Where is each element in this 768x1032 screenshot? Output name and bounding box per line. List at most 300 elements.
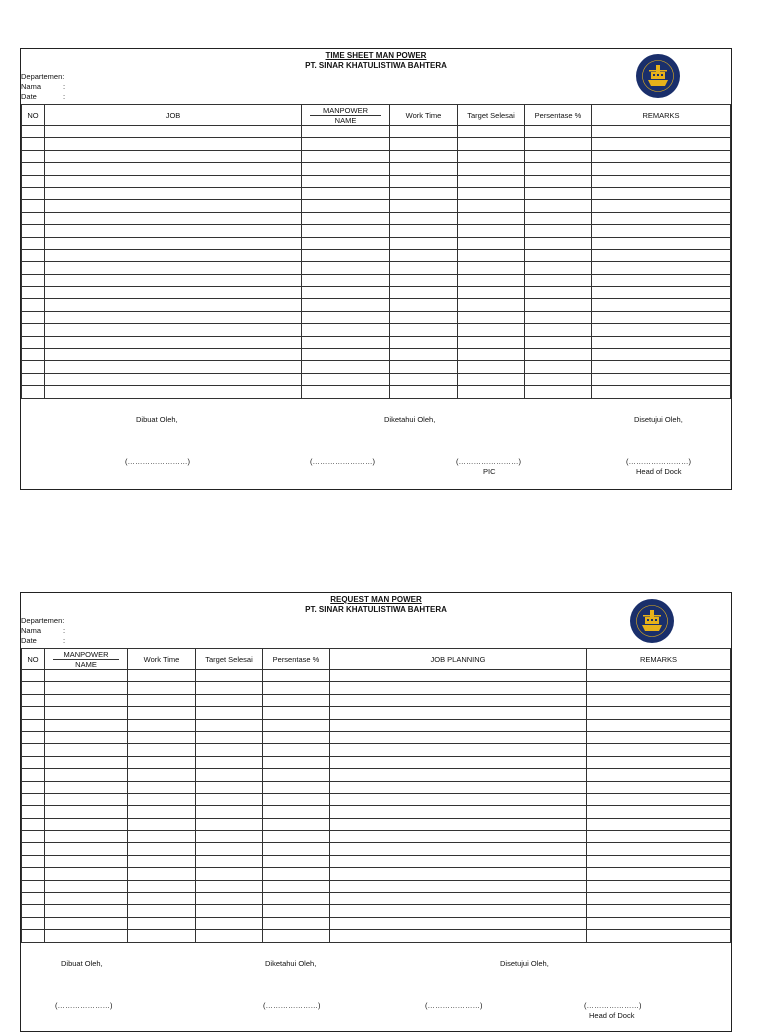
table-cell[interactable] — [390, 212, 458, 224]
table-cell[interactable] — [45, 163, 302, 175]
table-cell[interactable] — [587, 831, 731, 843]
table-cell[interactable] — [458, 361, 525, 373]
table-cell[interactable] — [22, 200, 45, 212]
table-cell[interactable] — [22, 670, 45, 682]
table-cell[interactable] — [592, 361, 731, 373]
table-cell[interactable] — [592, 175, 731, 187]
table-cell[interactable] — [330, 905, 587, 917]
table-cell[interactable] — [22, 917, 45, 929]
table-cell[interactable] — [390, 187, 458, 199]
table-cell[interactable] — [587, 868, 731, 880]
table-cell[interactable] — [22, 287, 45, 299]
table-cell[interactable] — [22, 781, 45, 793]
table-cell[interactable] — [458, 324, 525, 336]
table-cell[interactable] — [587, 855, 731, 867]
table-cell[interactable] — [263, 719, 330, 731]
table-cell[interactable] — [22, 880, 45, 892]
table-cell[interactable] — [330, 769, 587, 781]
table-cell[interactable] — [45, 386, 302, 398]
table-cell[interactable] — [330, 818, 587, 830]
table-cell[interactable] — [196, 694, 263, 706]
table-cell[interactable] — [458, 287, 525, 299]
table-cell[interactable] — [525, 299, 592, 311]
table-cell[interactable] — [525, 175, 592, 187]
table-cell[interactable] — [458, 299, 525, 311]
table-cell[interactable] — [263, 880, 330, 892]
table-cell[interactable] — [196, 831, 263, 843]
table-cell[interactable] — [45, 855, 128, 867]
table-cell[interactable] — [302, 175, 390, 187]
table-cell[interactable] — [196, 769, 263, 781]
table-cell[interactable] — [390, 249, 458, 261]
table-cell[interactable] — [196, 806, 263, 818]
table-cell[interactable] — [592, 274, 731, 286]
table-cell[interactable] — [45, 793, 128, 805]
table-cell[interactable] — [22, 336, 45, 348]
table-cell[interactable] — [263, 756, 330, 768]
table-cell[interactable] — [302, 361, 390, 373]
table-cell[interactable] — [330, 843, 587, 855]
table-cell[interactable] — [330, 831, 587, 843]
table-cell[interactable] — [390, 262, 458, 274]
table-cell[interactable] — [592, 336, 731, 348]
table-cell[interactable] — [263, 682, 330, 694]
table-cell[interactable] — [525, 349, 592, 361]
table-cell[interactable] — [196, 670, 263, 682]
table-cell[interactable] — [22, 831, 45, 843]
table-cell[interactable] — [45, 694, 128, 706]
table-cell[interactable] — [196, 843, 263, 855]
table-cell[interactable] — [330, 880, 587, 892]
table-cell[interactable] — [22, 138, 45, 150]
table-cell[interactable] — [22, 386, 45, 398]
table-cell[interactable] — [592, 311, 731, 323]
table-cell[interactable] — [525, 386, 592, 398]
table-cell[interactable] — [45, 324, 302, 336]
table-cell[interactable] — [330, 930, 587, 942]
table-cell[interactable] — [263, 905, 330, 917]
table-cell[interactable] — [458, 150, 525, 162]
table-cell[interactable] — [45, 212, 302, 224]
table-cell[interactable] — [592, 187, 731, 199]
table-cell[interactable] — [390, 200, 458, 212]
table-cell[interactable] — [45, 843, 128, 855]
table-cell[interactable] — [45, 719, 128, 731]
table-cell[interactable] — [587, 818, 731, 830]
table-cell[interactable] — [45, 373, 302, 385]
table-cell[interactable] — [196, 818, 263, 830]
table-cell[interactable] — [45, 731, 128, 743]
table-cell[interactable] — [45, 299, 302, 311]
table-cell[interactable] — [263, 694, 330, 706]
table-cell[interactable] — [458, 138, 525, 150]
table-cell[interactable] — [22, 855, 45, 867]
table-cell[interactable] — [587, 682, 731, 694]
table-cell[interactable] — [525, 361, 592, 373]
table-cell[interactable] — [330, 731, 587, 743]
table-cell[interactable] — [330, 917, 587, 929]
table-cell[interactable] — [196, 756, 263, 768]
table-cell[interactable] — [525, 324, 592, 336]
table-cell[interactable] — [263, 670, 330, 682]
table-cell[interactable] — [196, 880, 263, 892]
table-cell[interactable] — [458, 349, 525, 361]
table-cell[interactable] — [302, 386, 390, 398]
table-cell[interactable] — [525, 163, 592, 175]
table-cell[interactable] — [390, 311, 458, 323]
table-cell[interactable] — [587, 880, 731, 892]
table-cell[interactable] — [45, 311, 302, 323]
table-cell[interactable] — [45, 225, 302, 237]
table-cell[interactable] — [22, 262, 45, 274]
table-cell[interactable] — [592, 349, 731, 361]
table-cell[interactable] — [22, 311, 45, 323]
table-cell[interactable] — [390, 150, 458, 162]
table-cell[interactable] — [330, 682, 587, 694]
table-cell[interactable] — [22, 731, 45, 743]
table-cell[interactable] — [458, 373, 525, 385]
table-cell[interactable] — [525, 336, 592, 348]
table-cell[interactable] — [22, 806, 45, 818]
table-cell[interactable] — [263, 930, 330, 942]
table-cell[interactable] — [390, 287, 458, 299]
table-cell[interactable] — [302, 324, 390, 336]
table-cell[interactable] — [196, 917, 263, 929]
table-cell[interactable] — [22, 707, 45, 719]
table-cell[interactable] — [128, 682, 196, 694]
table-cell[interactable] — [390, 386, 458, 398]
table-cell[interactable] — [330, 719, 587, 731]
table-cell[interactable] — [45, 917, 128, 929]
table-cell[interactable] — [330, 893, 587, 905]
table-cell[interactable] — [196, 930, 263, 942]
table-cell[interactable] — [45, 262, 302, 274]
table-cell[interactable] — [45, 175, 302, 187]
table-cell[interactable] — [128, 781, 196, 793]
table-cell[interactable] — [128, 917, 196, 929]
table-cell[interactable] — [196, 793, 263, 805]
table-cell[interactable] — [330, 707, 587, 719]
table-cell[interactable] — [390, 336, 458, 348]
table-cell[interactable] — [458, 187, 525, 199]
table-cell[interactable] — [128, 793, 196, 805]
table-cell[interactable] — [458, 262, 525, 274]
table-cell[interactable] — [22, 694, 45, 706]
table-cell[interactable] — [587, 769, 731, 781]
table-cell[interactable] — [587, 781, 731, 793]
table-cell[interactable] — [45, 905, 128, 917]
table-cell[interactable] — [45, 138, 302, 150]
table-cell[interactable] — [128, 868, 196, 880]
table-cell[interactable] — [302, 287, 390, 299]
table-cell[interactable] — [22, 349, 45, 361]
table-cell[interactable] — [592, 138, 731, 150]
table-cell[interactable] — [592, 225, 731, 237]
table-cell[interactable] — [587, 744, 731, 756]
table-cell[interactable] — [22, 373, 45, 385]
table-cell[interactable] — [22, 769, 45, 781]
table-cell[interactable] — [196, 855, 263, 867]
table-cell[interactable] — [525, 287, 592, 299]
table-cell[interactable] — [263, 818, 330, 830]
table-cell[interactable] — [196, 744, 263, 756]
table-cell[interactable] — [592, 249, 731, 261]
table-cell[interactable] — [302, 187, 390, 199]
table-cell[interactable] — [128, 905, 196, 917]
table-cell[interactable] — [330, 744, 587, 756]
table-cell[interactable] — [45, 274, 302, 286]
table-cell[interactable] — [525, 373, 592, 385]
table-cell[interactable] — [263, 781, 330, 793]
table-cell[interactable] — [592, 373, 731, 385]
table-cell[interactable] — [45, 187, 302, 199]
table-cell[interactable] — [302, 225, 390, 237]
table-cell[interactable] — [302, 249, 390, 261]
table-cell[interactable] — [587, 719, 731, 731]
table-cell[interactable] — [22, 793, 45, 805]
table-cell[interactable] — [196, 868, 263, 880]
table-cell[interactable] — [128, 670, 196, 682]
table-cell[interactable] — [302, 150, 390, 162]
table-cell[interactable] — [302, 138, 390, 150]
table-cell[interactable] — [458, 175, 525, 187]
table-cell[interactable] — [128, 818, 196, 830]
table-cell[interactable] — [458, 274, 525, 286]
table-cell[interactable] — [22, 299, 45, 311]
table-cell[interactable] — [525, 150, 592, 162]
table-cell[interactable] — [128, 806, 196, 818]
table-cell[interactable] — [45, 237, 302, 249]
table-cell[interactable] — [525, 262, 592, 274]
table-cell[interactable] — [592, 287, 731, 299]
table-cell[interactable] — [525, 138, 592, 150]
table-cell[interactable] — [525, 249, 592, 261]
table-cell[interactable] — [128, 694, 196, 706]
table-cell[interactable] — [587, 756, 731, 768]
table-cell[interactable] — [22, 126, 45, 138]
table-cell[interactable] — [525, 311, 592, 323]
table-cell[interactable] — [22, 225, 45, 237]
table-cell[interactable] — [390, 349, 458, 361]
table-cell[interactable] — [302, 311, 390, 323]
table-cell[interactable] — [592, 237, 731, 249]
table-cell[interactable] — [330, 670, 587, 682]
table-cell[interactable] — [22, 249, 45, 261]
table-cell[interactable] — [592, 386, 731, 398]
table-cell[interactable] — [390, 225, 458, 237]
table-cell[interactable] — [128, 843, 196, 855]
table-cell[interactable] — [330, 756, 587, 768]
table-cell[interactable] — [128, 769, 196, 781]
table-cell[interactable] — [592, 262, 731, 274]
table-cell[interactable] — [302, 163, 390, 175]
table-cell[interactable] — [128, 744, 196, 756]
table-cell[interactable] — [263, 806, 330, 818]
table-cell[interactable] — [263, 744, 330, 756]
table-cell[interactable] — [525, 225, 592, 237]
table-cell[interactable] — [458, 163, 525, 175]
table-cell[interactable] — [22, 843, 45, 855]
table-cell[interactable] — [22, 744, 45, 756]
table-cell[interactable] — [45, 818, 128, 830]
table-cell[interactable] — [587, 905, 731, 917]
table-cell[interactable] — [45, 349, 302, 361]
table-cell[interactable] — [22, 682, 45, 694]
table-cell[interactable] — [22, 163, 45, 175]
table-cell[interactable] — [390, 361, 458, 373]
table-cell[interactable] — [587, 843, 731, 855]
table-cell[interactable] — [128, 756, 196, 768]
table-cell[interactable] — [45, 361, 302, 373]
table-cell[interactable] — [22, 274, 45, 286]
table-cell[interactable] — [45, 744, 128, 756]
table-cell[interactable] — [592, 212, 731, 224]
table-cell[interactable] — [196, 719, 263, 731]
table-cell[interactable] — [196, 707, 263, 719]
table-cell[interactable] — [587, 670, 731, 682]
table-cell[interactable] — [128, 855, 196, 867]
table-cell[interactable] — [196, 731, 263, 743]
table-cell[interactable] — [263, 731, 330, 743]
table-cell[interactable] — [22, 719, 45, 731]
table-cell[interactable] — [592, 163, 731, 175]
table-cell[interactable] — [22, 868, 45, 880]
table-cell[interactable] — [587, 731, 731, 743]
table-cell[interactable] — [458, 336, 525, 348]
table-cell[interactable] — [45, 781, 128, 793]
table-cell[interactable] — [592, 126, 731, 138]
table-cell[interactable] — [45, 200, 302, 212]
table-cell[interactable] — [128, 831, 196, 843]
table-cell[interactable] — [458, 311, 525, 323]
table-cell[interactable] — [45, 806, 128, 818]
table-cell[interactable] — [196, 893, 263, 905]
table-cell[interactable] — [587, 893, 731, 905]
table-cell[interactable] — [302, 212, 390, 224]
table-cell[interactable] — [22, 756, 45, 768]
table-cell[interactable] — [45, 893, 128, 905]
table-cell[interactable] — [263, 843, 330, 855]
table-cell[interactable] — [390, 324, 458, 336]
table-cell[interactable] — [592, 299, 731, 311]
table-cell[interactable] — [525, 274, 592, 286]
table-cell[interactable] — [263, 707, 330, 719]
table-cell[interactable] — [128, 880, 196, 892]
table-cell[interactable] — [22, 893, 45, 905]
table-cell[interactable] — [128, 719, 196, 731]
table-cell[interactable] — [302, 237, 390, 249]
table-cell[interactable] — [263, 793, 330, 805]
table-cell[interactable] — [22, 324, 45, 336]
table-cell[interactable] — [525, 212, 592, 224]
table-cell[interactable] — [458, 237, 525, 249]
table-cell[interactable] — [45, 868, 128, 880]
table-cell[interactable] — [45, 756, 128, 768]
table-cell[interactable] — [128, 707, 196, 719]
table-cell[interactable] — [458, 212, 525, 224]
table-cell[interactable] — [587, 707, 731, 719]
table-cell[interactable] — [128, 893, 196, 905]
table-cell[interactable] — [302, 336, 390, 348]
table-cell[interactable] — [525, 237, 592, 249]
table-cell[interactable] — [22, 175, 45, 187]
table-cell[interactable] — [22, 930, 45, 942]
table-cell[interactable] — [196, 905, 263, 917]
table-cell[interactable] — [458, 386, 525, 398]
table-cell[interactable] — [128, 930, 196, 942]
table-cell[interactable] — [390, 373, 458, 385]
table-cell[interactable] — [587, 917, 731, 929]
table-cell[interactable] — [458, 200, 525, 212]
table-cell[interactable] — [458, 126, 525, 138]
table-cell[interactable] — [302, 274, 390, 286]
table-cell[interactable] — [525, 200, 592, 212]
table-cell[interactable] — [196, 781, 263, 793]
table-cell[interactable] — [45, 249, 302, 261]
table-cell[interactable] — [302, 262, 390, 274]
table-cell[interactable] — [587, 930, 731, 942]
table-cell[interactable] — [330, 781, 587, 793]
table-cell[interactable] — [22, 212, 45, 224]
table-cell[interactable] — [22, 187, 45, 199]
table-cell[interactable] — [45, 126, 302, 138]
table-cell[interactable] — [45, 880, 128, 892]
table-cell[interactable] — [390, 126, 458, 138]
table-cell[interactable] — [302, 126, 390, 138]
table-cell[interactable] — [302, 299, 390, 311]
table-cell[interactable] — [45, 287, 302, 299]
table-cell[interactable] — [587, 806, 731, 818]
table-cell[interactable] — [45, 769, 128, 781]
table-cell[interactable] — [45, 670, 128, 682]
table-cell[interactable] — [45, 930, 128, 942]
table-cell[interactable] — [330, 868, 587, 880]
table-cell[interactable] — [592, 200, 731, 212]
table-cell[interactable] — [196, 682, 263, 694]
table-cell[interactable] — [302, 373, 390, 385]
table-cell[interactable] — [302, 349, 390, 361]
table-cell[interactable] — [592, 150, 731, 162]
table-cell[interactable] — [263, 769, 330, 781]
table-cell[interactable] — [330, 793, 587, 805]
table-cell[interactable] — [263, 831, 330, 843]
table-cell[interactable] — [330, 694, 587, 706]
table-cell[interactable] — [390, 175, 458, 187]
table-cell[interactable] — [45, 707, 128, 719]
table-cell[interactable] — [390, 299, 458, 311]
table-cell[interactable] — [525, 187, 592, 199]
table-cell[interactable] — [22, 150, 45, 162]
table-cell[interactable] — [587, 793, 731, 805]
table-cell[interactable] — [525, 126, 592, 138]
table-cell[interactable] — [592, 324, 731, 336]
table-cell[interactable] — [390, 237, 458, 249]
table-cell[interactable] — [45, 336, 302, 348]
table-cell[interactable] — [22, 905, 45, 917]
table-cell[interactable] — [587, 694, 731, 706]
table-cell[interactable] — [458, 249, 525, 261]
table-cell[interactable] — [22, 237, 45, 249]
table-cell[interactable] — [128, 731, 196, 743]
table-cell[interactable] — [45, 150, 302, 162]
table-cell[interactable] — [263, 917, 330, 929]
table-cell[interactable] — [390, 138, 458, 150]
table-cell[interactable] — [390, 274, 458, 286]
table-cell[interactable] — [458, 225, 525, 237]
table-cell[interactable] — [22, 818, 45, 830]
table-cell[interactable] — [22, 361, 45, 373]
table-cell[interactable] — [45, 831, 128, 843]
